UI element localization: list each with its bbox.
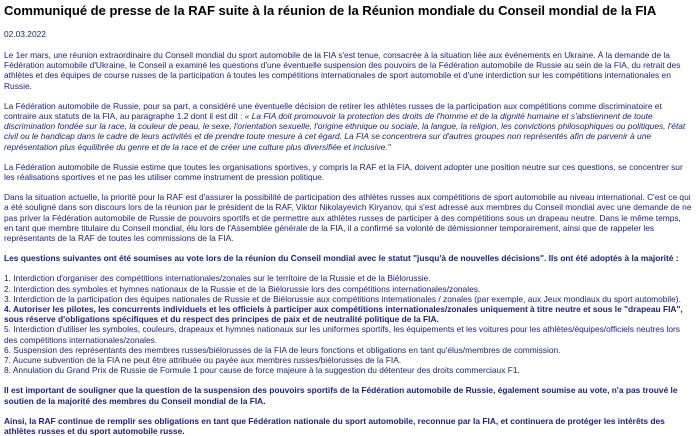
paragraph-suspension-note: Il est important de souligner que la question de la suspension des pouvoirs sportifs de la Fédération automobile de Russie, également soumise au vote, n'a pas trouvé le soutien de la majorité des membres du Conseil mondial de la FIA. — [4, 385, 678, 406]
paragraph-priority: Dans la situation actuelle, la priorité pour la RAF est d'assurer la possibilité de participation des athlètes russes aux compétitions de sport automobile au niveau international. C'est ce qui a été souligné dans son discours lors de la réunion par le président de la RAF, Viktor Nikolayevich Kiryanov, qui s'est adressé aux membres du Conseil mondial avec une demande de ne pas priver la Fédération automobile de Russie de pouvoirs sportifs et de permettre aux athlètes russes de participer à des compétitions sous un drapeau neutre. Dans le même temps, en tant que membre titulaire du Conseil mondial, élu lors de l'Assemblée générale de la FIA, il a confirmé sa volonté de démissionner temporairement, ainsi que de rappeler les représentants de la RAF de toutes les commissions de la FIA. — [4, 192, 692, 244]
decision-item: 8. Annulation du Grand Prix de Russie de Formule 1 pour cause de force majeure à la suggestion du détenteur des droits commerciaux F1. — [4, 365, 520, 376]
decision-item: 1. Interdiction d'organiser des compétitions internationales/zonales sur le territoire de la Russie et de la Biélorussie. — [4, 273, 431, 284]
fia-statute-quote: « La FIA doit promouvoir la protection des droits de l'homme et de la dignité humaine et s'abstiennent de toute discrimination fondée sur la race, la couleur de peau, le sexe, l'orientation sexuelle, l'origine ethnique ou sociale, la langue, la religion, les convictions philosophiques ou politiques, l'état civil ou le handicap dans le cadre de leurs activités et de prendre toute mesure à cet égard. La FIA se concentrera sur d'autres groupes non représentés afin de parvenir à une représentation plus équilibrée du genre et de la race et de créer une culture plus diversifiée et inclusive." — [4, 111, 686, 152]
decision-item: 7. Aucune subvention de la FIA ne peut être attribuée ou payée aux membres russes/biélorusses de la FIA. — [4, 355, 402, 366]
publication-date: 02.03.2022 — [4, 29, 46, 39]
paragraph-conclusion: Ainsi, la RAF continue de remplir ses obligations en tant que Fédération nationale du sport automobile, reconnue par la FIA, et continuera de protéger les intérêts des athlètes russes et du sport automobile russe. — [4, 415, 665, 436]
decision-item-highlighted: 4. Autoriser les pilotes, les concurrents individuels et les officiels à participer aux compétitions internationales/zonales uniquement à titre neutre et sous le "drapeau FIA", sous réserve d'obligations spécifiques et du respect des principes de paix et de neutralité politique de la FIA. — [4, 304, 683, 325]
decision-item: 3. Interdiction de la participation des équipes nationales de Russie et de Biélorussie aux compétitions internationales / zonales (par exemple, aux Jeux mondiaux du sport automobile). — [4, 293, 681, 304]
paragraph-intro: Le 1er mars, une réunion extraordinaire du Conseil mondial du sport automobile de la FIA s'est tenue, consacrée à la situation liée aux événements en Ukraine. À la demande de la Fédération automobile d'Ukraine, le Conseil a examiné les questions d'une éventuelle suspension des pouvoirs de la Fédération automobile de Russie au sein de la FIA, du retrait des athlètes et des équipes de course russes de la participation à toutes les compétitions internationales de sport automobile et d'une interdiction sur les compétitions internationales en Russie. — [4, 50, 681, 91]
questions-heading: Les questions suivantes ont été soumises au vote lors de la réunion du Conseil mondial avec le statut "jusqu'à de nouvelles décisions". Ils ont été adoptés à la majorité : — [4, 253, 679, 264]
decision-item: 2. Interdiction des symboles et hymnes nationaux de la Russie et de la Biélorussie lors des compétitions internationales/zonales. — [4, 283, 481, 294]
decision-item: 5. Interdiction d'utiliser les symboles, couleurs, drapeaux et hymnes nationaux sur les uniformes sportifs, les équipements et les voitures pour les athlètes/équipes/officiels neutres lors des compétitions internationales/zonales. — [4, 324, 680, 345]
paragraph-neutral-position: La Fédération automobile de Russie estime que toutes les organisations sportives, y compris la RAF et la FIA, doivent adopter une position neutre sur ces questions, se concentrer sur les réalisations sportives et ne pas les utiliser comme instrument de pression politique. — [4, 161, 683, 183]
paragraph-raf-position — [4, 101, 692, 152]
decisions-list — [4, 273, 692, 375]
paragraph-raf-position-text: La Fédération automobile de Russie, pour sa part, a considéré une éventuelle décision de retirer les athlètes russes de la participation aux compétitions comme discriminatoire et contraire aux statuts de la FIA, au paragraphe 1.2 dont il est dit : — [4, 100, 662, 122]
page-title: Communiqué de presse de la RAF suite à la réunion de la Réunion mondiale du Conseil mondial de la FIA — [4, 3, 657, 18]
decision-item: 6. Suspension des représentants des membres russes/biélorusses de la FIA de leurs fonctions et obligations en tant qu'élus/membres de commission. — [4, 344, 561, 355]
